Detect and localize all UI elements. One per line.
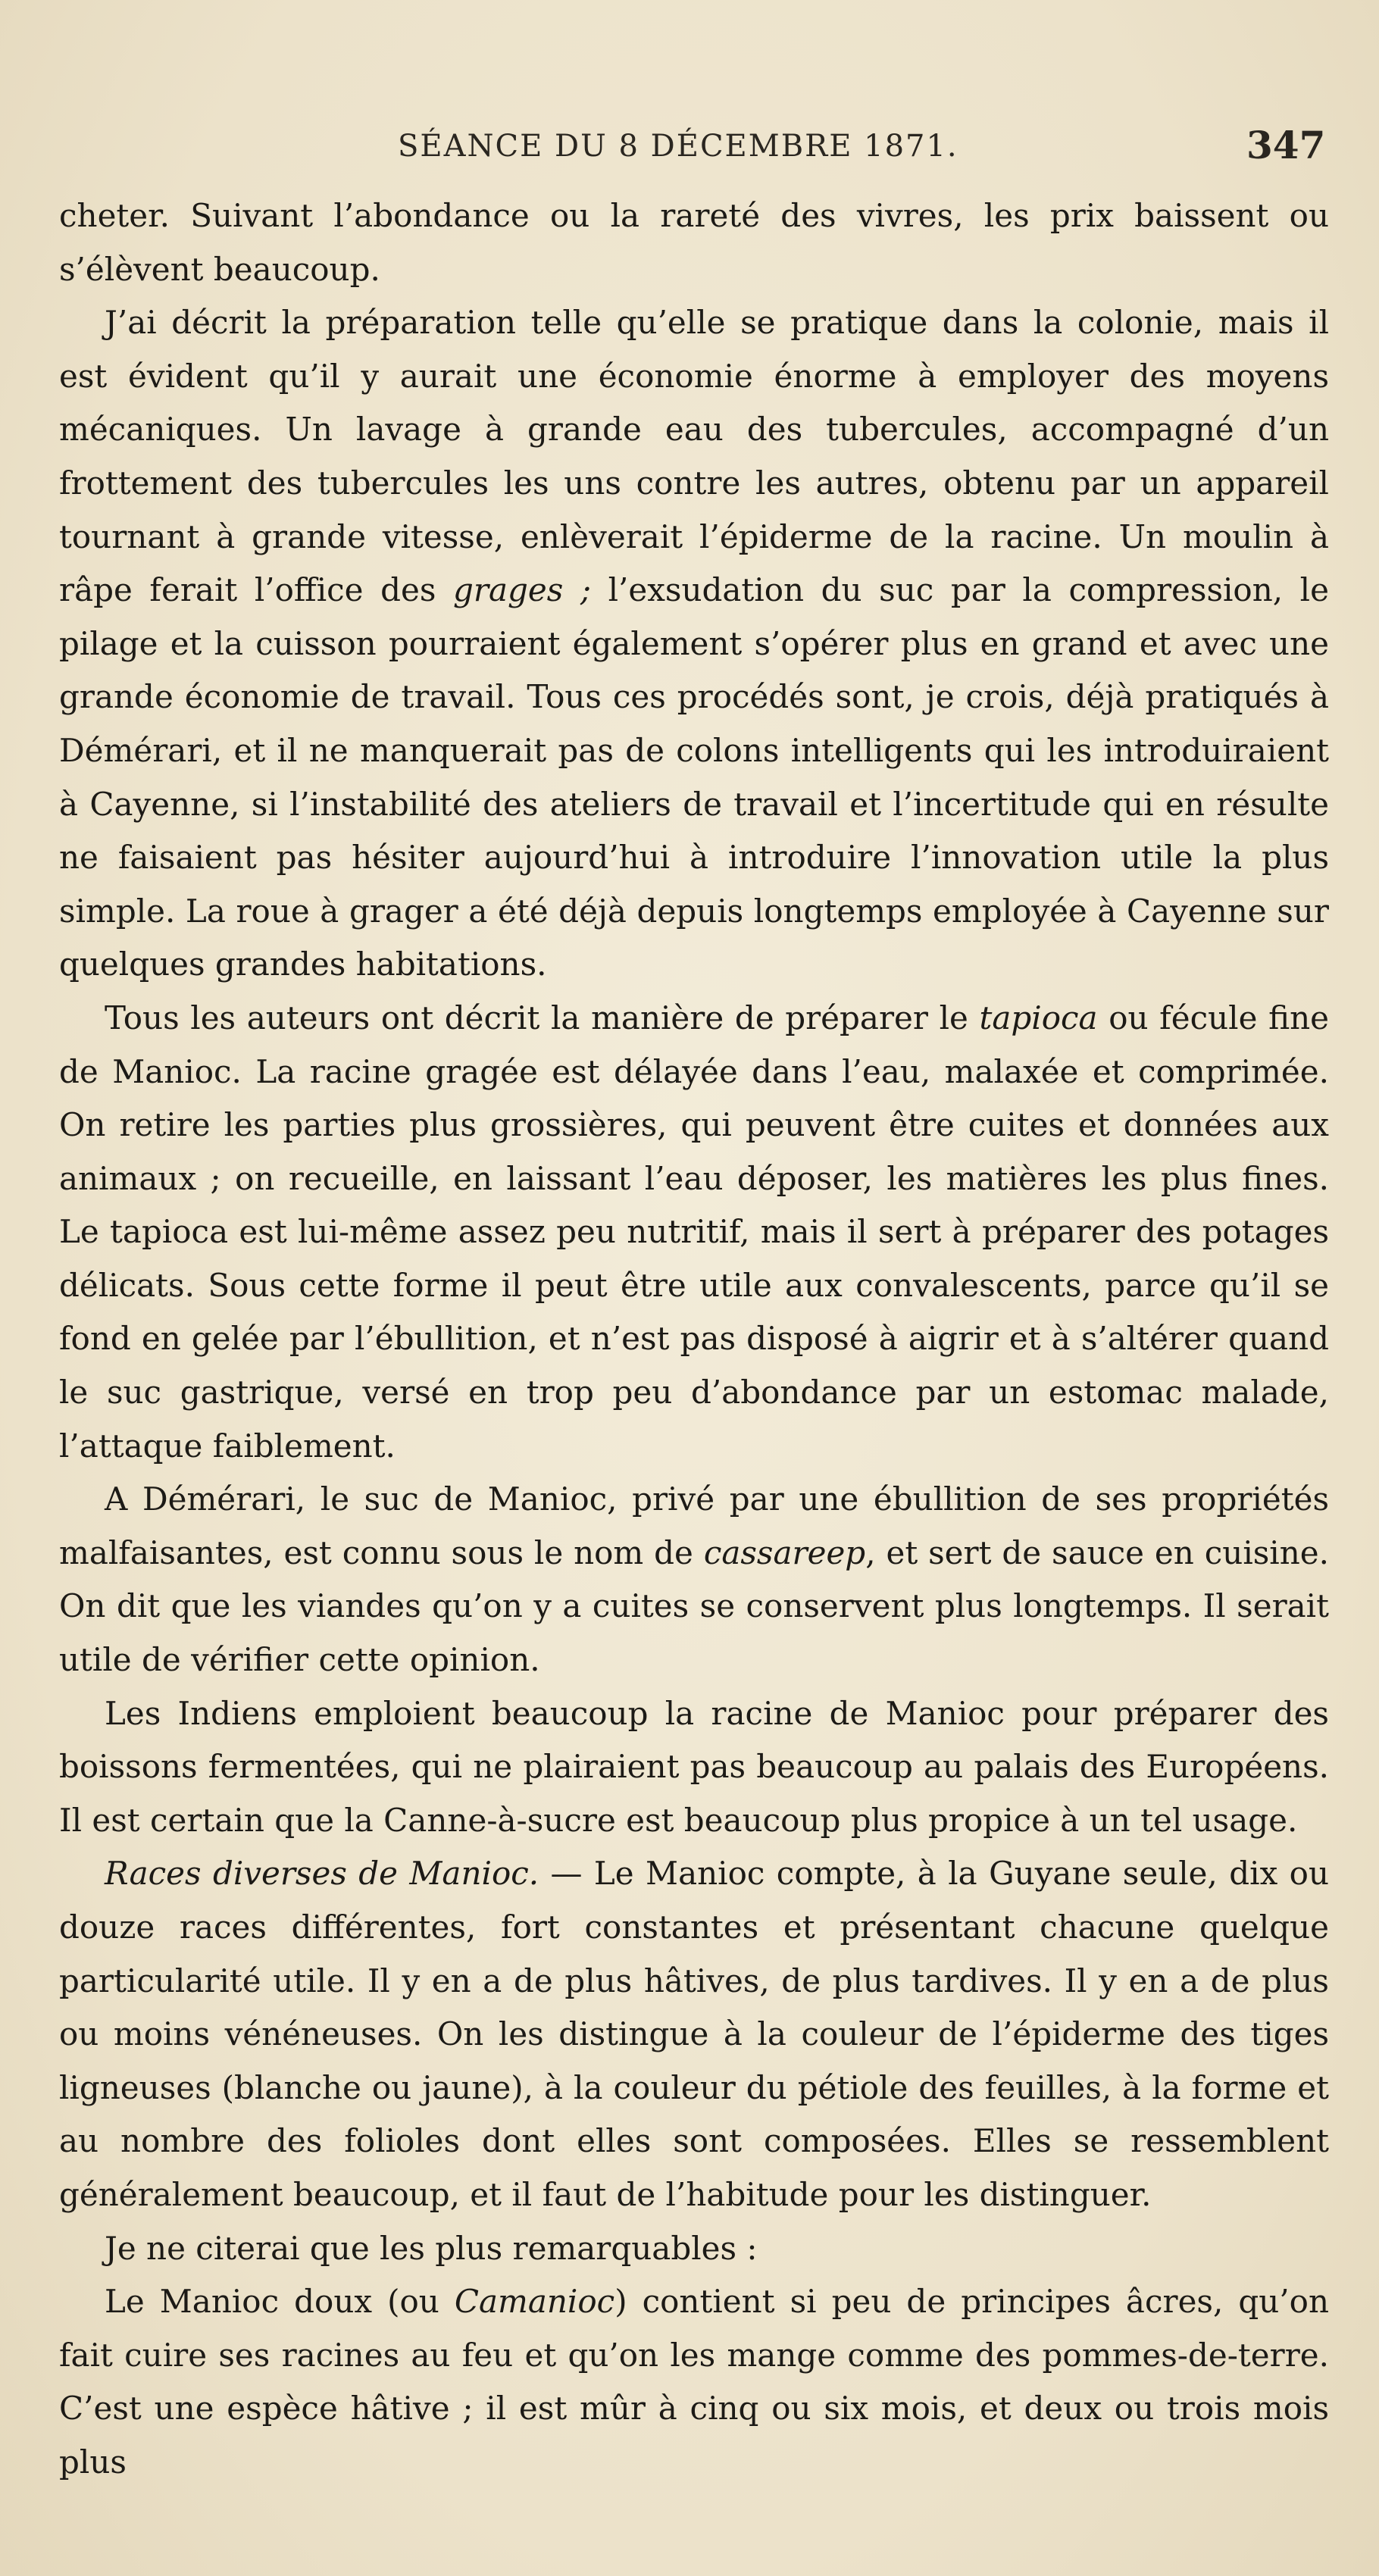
paragraph-5: Les Indiens emploient beaucoup la racine de Manioc pour préparer des boissons fermentées, qui ne plairaient pas beaucoup au palais des Européens. Il est certain que la Canne-à-sucre est beaucoup plus propice à un tel usage.	[59, 1694, 1329, 1839]
paragraph-8-text-a: Le Manioc doux (ou	[105, 2283, 455, 2321]
paragraph-8	[59, 2275, 1329, 2489]
paragraph-7: Je ne citerai que les plus remarquables :	[105, 2229, 758, 2267]
paragraph-3-text-b: ou fécule fine de Manioc. La racine gragée est délayée dans l’eau, malaxée et comprimée. On retire les parties plus grossières, qui peuvent être cuites et données aux animaux ; on recueille, en laissant l’eau déposer, les matières les plus fines. Le tapioca est lui-même assez peu nutritif, mais il sert à préparer des potages délicats. Sous cette forme il peut être utile aux convalescents, parce qu’il se fond en gelée par l’ébullition, et n’est pas disposé à aigrir et à s’altérer quand le suc gastrique, versé en trop peu d’abondance par un estomac malade, l’attaque faiblement.	[59, 999, 1329, 1465]
paragraph-2	[59, 296, 1329, 992]
paragraph-2-text: J’ai décrit la préparation telle qu’elle se pratique dans la colonie, mais il est évident qu’il y aurait une économie énorme à employer des moyens mécaniques. Un lavage à grande eau des tubercules, accompagné d’un frottement des tubercules les uns contre les autres, obtenu par un appareil tournant à grande vitesse, enlèverait l’épiderme de la racine. Un moulin à râpe ferait l’office des	[59, 304, 1329, 609]
paragraph-4-text-b: , et sert de sauce en cuisine. On dit que les viandes qu’on y a cuites se conservent plus longtemps. Il serait utile de vérifier cette opinion.	[59, 1533, 1329, 1679]
page-number: 347	[1246, 123, 1326, 167]
paragraph-1: cheter. Suivant l’abondance ou la rareté des vivres, les prix baissent ou s’élèvent beaucoup.	[59, 197, 1329, 288]
paragraph-3-emphasis: tapioca	[979, 999, 1098, 1036]
paragraph-2-rest: l’exsudation du suc par la compression, le pilage et la cuisson pourraient également s’opérer plus en grand et avec une grande économie de travail. Tous ces procédés sont, je crois, déjà pratiqués à Démérari, et il ne manquerait pas de colons intelligents qui les introduiraient à Cayenne, si l’instabilité des ateliers de travail et l’incertitude qui en résulte ne faisaient pas hésiter aujourd’hui à introduire l’innovation utile la plus simple. La roue à grager a été déjà depuis longtemps employée à Cayenne sur quelques grandes habitations.	[59, 571, 1329, 983]
paragraph-6	[59, 1847, 1329, 2221]
paragraph-4-emphasis: cassareep	[703, 1533, 866, 1571]
paragraph-3-text-a: Tous les auteurs ont décrit la manière de préparer le	[105, 999, 980, 1036]
page-header	[0, 114, 1379, 174]
body-text	[59, 189, 1329, 2490]
paragraph-6-text: — Le Manioc compte, à la Guyane seule, dix ou douze races différentes, fort constantes et présentant chacune quelque particularité utile. Il y en a de plus hâtives, de plus tardives. Il y en a de plus ou moins vénéneuses. On les distingue à la couleur de l’épiderme des tiges ligneuses (blanche ou jaune), à la couleur du pétiole des feuilles, à la forme et au nombre des folioles dont elles sont composées. Elles se ressemblent généralement beaucoup, et il faut de l’habitude pour les distinguer.	[59, 1855, 1329, 2213]
paragraph-4-text-a: A Démérari, le suc de Manioc, privé par une ébullition de ses propriétés malfaisantes, est connu sous le nom de	[59, 1480, 1329, 1571]
section-heading-races: Races diverses de Manioc.	[105, 1855, 539, 1893]
paragraph-4	[59, 1473, 1329, 1687]
paragraph-3	[59, 992, 1329, 1473]
running-head: SÉANCE DU 8 DÉCEMBRE 1871.	[398, 129, 958, 164]
paragraph-8-emphasis: Camanioc	[454, 2283, 615, 2321]
paragraph-8-text-b: ) contient si peu de principes âcres, qu’on fait cuire ses racines au feu et qu’on les mange comme des pommes-de-terre. C’est une espèce hâtive ; il est mûr à cinq ou six mois, et deux ou trois mois plus	[59, 2283, 1329, 2481]
paragraph-2-emphasis: grages ;	[452, 571, 591, 609]
